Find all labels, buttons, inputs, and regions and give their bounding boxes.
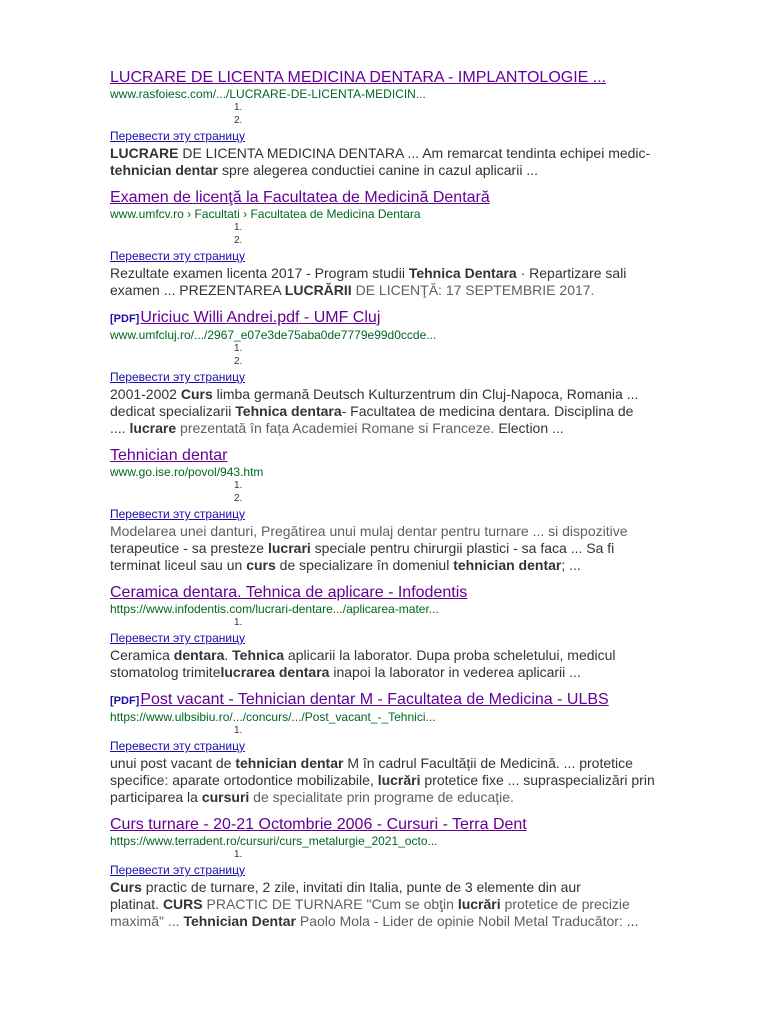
- snippet-highlight: CURS: [162, 896, 203, 912]
- snippet-text: maximă" ...: [110, 913, 184, 929]
- snippet-text: DE LICENŢĂ: 17 SEPTEMBRIE 2017.: [351, 282, 595, 298]
- list-number: 2.: [234, 115, 243, 126]
- snippet-line: [110, 403, 720, 420]
- snippet-highlight: Tehnician Dentar: [183, 913, 296, 929]
- translate-page-link[interactable]: Перевести эту страницу: [110, 249, 245, 263]
- snippet-text: Rezultate examen licenta 2017 - Program studii: [110, 265, 409, 281]
- result-url: https://www.infodentis.com/lucrari-dentare.../aplicarea-mater...: [110, 602, 439, 616]
- snippet-text: specifice: aparate ortodontice mobilizabile,: [110, 772, 378, 788]
- snippet-line: [110, 282, 720, 299]
- result-title-line: [110, 690, 720, 711]
- list-number: 1.: [234, 222, 243, 233]
- result-url: www.go.ise.ro/povol/943.htm: [110, 465, 264, 479]
- snippet-highlight: Tehnica dentara: [235, 403, 342, 419]
- result-snippet: [110, 386, 720, 437]
- translate-page-link[interactable]: Перевести эту страницу: [110, 863, 245, 877]
- snippet-text: 2001-2002: [110, 386, 181, 402]
- list-number: 1.: [234, 725, 243, 736]
- list-number: 1.: [234, 480, 243, 491]
- snippet-highlight: cursuri: [201, 789, 250, 805]
- snippet-text: ; ...: [561, 557, 581, 573]
- snippet-line: [110, 540, 720, 557]
- snippet-text: DE LICENTA MEDICINA DENTARA ... Am remarcat tendinta echipei medic-: [178, 145, 651, 161]
- result-title-line: [110, 68, 720, 88]
- snippet-highlight: lucrări: [457, 896, 501, 912]
- result-snippet: [110, 265, 720, 299]
- result-snippet: [110, 879, 720, 930]
- snippet-highlight: tehnician dentar: [453, 557, 562, 573]
- snippet-highlight: tehnician dentar: [235, 755, 344, 771]
- snippet-highlight: lucrare: [129, 420, 177, 436]
- translate-page-link[interactable]: Перевести эту страницу: [110, 631, 245, 645]
- list-number: 1.: [234, 102, 243, 113]
- result-number-list: [110, 101, 720, 127]
- result-number-list: [110, 848, 720, 861]
- snippet-highlight: lucrari: [267, 540, 311, 556]
- snippet-highlight: Curs: [110, 879, 142, 895]
- result-title-line: [110, 446, 720, 466]
- result-snippet: [110, 647, 720, 681]
- snippet-highlight: Tehnica: [232, 647, 285, 663]
- snippet-highlight: curs: [246, 557, 276, 573]
- list-number: 2.: [234, 235, 243, 246]
- search-results: [110, 68, 720, 939]
- snippet-text: de specializare în domeniul: [275, 557, 454, 573]
- list-number: 1.: [234, 849, 243, 860]
- result-title-line: [110, 308, 720, 329]
- snippet-text: platinat.: [110, 896, 163, 912]
- snippet-line: [110, 557, 720, 574]
- result-url: https://www.ulbsibiu.ro/.../concurs/.../Post_vacant_-_Tehnici...: [110, 710, 436, 724]
- snippet-text: unui post vacant de: [110, 755, 236, 771]
- search-result: [110, 815, 720, 930]
- translate-page-link[interactable]: Перевести эту страницу: [110, 739, 245, 753]
- search-result: [110, 446, 720, 574]
- snippet-text: practic de turnare, 2 zile, invitati din Italia, punte de 3 elemente din aur: [141, 879, 581, 895]
- snippet-text: ....: [110, 420, 130, 436]
- snippet-highlight: dentara: [173, 647, 225, 663]
- result-title-link[interactable]: Examen de licenţă la Facultatea de Medicină Dentară: [110, 189, 490, 206]
- snippet-text: ...: [622, 913, 639, 929]
- result-url: www.umfcluj.ro/.../2967_e07e3de75aba0de7779e99d0ccde...: [110, 328, 437, 342]
- result-snippet: [110, 755, 720, 806]
- translate-page-link[interactable]: Перевести эту страницу: [110, 129, 245, 143]
- result-url: www.umfcv.ro › Facultati › Facultatea de Medicina Dentara: [110, 207, 421, 221]
- list-number: 1.: [234, 617, 243, 628]
- snippet-text: terapeutice - sa presteze: [110, 540, 268, 556]
- result-number-list: [110, 342, 720, 368]
- snippet-text: stomatolog trimite: [110, 664, 221, 680]
- snippet-line: [110, 145, 720, 162]
- snippet-line: [110, 523, 720, 540]
- snippet-text: de specialitate prin programe de educație.: [249, 789, 514, 805]
- snippet-highlight: LUCRĂRII: [284, 282, 352, 298]
- snippet-highlight: LUCRARE: [110, 145, 179, 161]
- result-title-link[interactable]: LUCRARE DE LICENTA MEDICINA DENTARA - IMPLANTOLOGIE ...: [110, 69, 607, 86]
- result-title-line: [110, 583, 720, 603]
- snippet-text: participarea la: [110, 789, 202, 805]
- snippet-text: speciale pentru chirurgii plastici - sa faca ... Sa fi: [310, 540, 615, 556]
- search-result: [110, 188, 720, 299]
- snippet-text: Paolo Mola - Lider de opinie Nobil Metal Traducător:: [295, 913, 623, 929]
- snippet-text: Election ...: [494, 420, 564, 436]
- snippet-text: spre alegerea conductiei canine in cazul aplicarii ...: [218, 162, 538, 178]
- result-number-list: [110, 724, 720, 737]
- snippet-text: PRACTIC DE TURNARE "Cum se obţin: [202, 896, 458, 912]
- snippet-text: · Repartizare sali: [516, 265, 627, 281]
- search-result: [110, 308, 720, 437]
- result-title-link[interactable]: Curs turnare - 20-21 Octombrie 2006 - Cursuri - Terra Dent: [110, 816, 527, 833]
- search-result: [110, 68, 720, 179]
- result-title-link[interactable]: Ceramica dentara. Tehnica de aplicare - Infodentis: [110, 584, 468, 601]
- result-snippet: [110, 145, 720, 179]
- snippet-text: inapoi la laborator in vederea aplicarii ...: [329, 664, 581, 680]
- result-number-list: [110, 479, 720, 505]
- snippet-text: examen ... PREZENTAREA: [110, 282, 285, 298]
- snippet-text: aplicarii la laborator. Dupa proba scheletului, medicul: [284, 647, 616, 663]
- result-title-link[interactable]: Tehnician dentar: [110, 447, 228, 464]
- search-result: [110, 690, 720, 806]
- snippet-highlight: lucrarea dentara: [220, 664, 330, 680]
- result-url: https://www.terradent.ro/cursuri/curs_metalurgie_2021_octo...: [110, 834, 438, 848]
- snippet-text: dedicat specializarii: [110, 403, 236, 419]
- list-number: 1.: [234, 343, 243, 354]
- snippet-highlight: Curs: [180, 386, 213, 402]
- snippet-line: [110, 913, 720, 930]
- snippet-text: - Facultatea de medicina dentara. Disciplina de: [341, 403, 634, 419]
- snippet-text: protetice fixe ... supraspecializări prin: [420, 772, 655, 788]
- result-number-list: [110, 616, 720, 629]
- snippet-text: limba germană Deutsch Kulturzentrum din Cluj-Napoca, Romania ...: [212, 386, 639, 402]
- result-url: www.rasfoiesc.com/.../LUCRARE-DE-LICENTA-MEDICIN...: [110, 87, 426, 101]
- snippet-line: [110, 879, 720, 896]
- list-number: 2.: [234, 493, 243, 504]
- snippet-line: [110, 647, 720, 664]
- snippet-line: [110, 386, 720, 403]
- snippet-line: [110, 772, 720, 789]
- snippet-text: Modelarea unei danturi, Pregătirea unui mulaj dentar pentru turnare ... si dispozitive: [110, 523, 628, 539]
- pdf-badge: [PDF]: [110, 695, 140, 707]
- snippet-line: [110, 162, 720, 179]
- snippet-line: [110, 896, 720, 913]
- snippet-text: M în cadrul Facultății de Medicină. ... protetice: [343, 755, 633, 771]
- result-title-line: [110, 815, 720, 835]
- snippet-text: Ceramica: [110, 647, 174, 663]
- snippet-highlight: Tehnica Dentara: [408, 265, 517, 281]
- snippet-text: protetice de precizie: [500, 896, 630, 912]
- snippet-line: [110, 664, 720, 681]
- translate-page-link[interactable]: Перевести эту страницу: [110, 507, 245, 521]
- snippet-text: .: [224, 647, 233, 663]
- snippet-line: [110, 789, 720, 806]
- list-number: 2.: [234, 356, 243, 367]
- snippet-highlight: lucrări: [377, 772, 421, 788]
- result-title-link[interactable]: Post vacant - Tehnician dentar M - Facultatea de Medicina - ULBS: [140, 691, 609, 708]
- result-title-line: [110, 188, 720, 208]
- pdf-badge: [PDF]: [110, 313, 140, 325]
- snippet-highlight: tehnician dentar: [110, 162, 219, 178]
- result-number-list: [110, 221, 720, 247]
- translate-page-link[interactable]: Перевести эту страницу: [110, 370, 245, 384]
- snippet-line: [110, 755, 720, 772]
- snippet-text: prezentată în fața Academiei Romane si Franceze.: [176, 420, 495, 436]
- result-snippet: [110, 523, 720, 574]
- snippet-line: [110, 420, 720, 437]
- result-title-link[interactable]: Uriciuc Willi Andrei.pdf - UMF Cluj: [140, 309, 381, 326]
- snippet-line: [110, 265, 720, 282]
- search-result: [110, 583, 720, 681]
- snippet-text: terminat liceul sau un: [110, 557, 247, 573]
